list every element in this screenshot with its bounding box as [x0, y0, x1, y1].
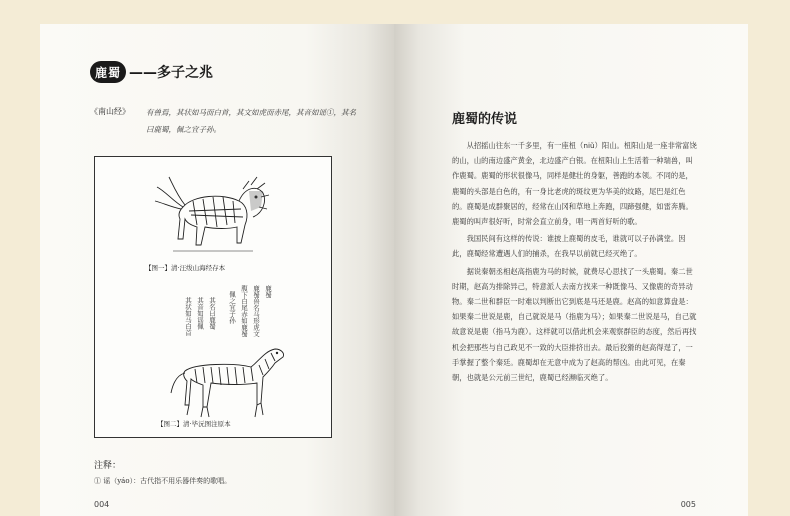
left-page	[40, 24, 394, 516]
vertical-inscription-4: 佩之宜子孙	[228, 291, 236, 324]
open-book	[40, 24, 748, 516]
beast-illustration-2	[165, 343, 293, 427]
source-label: 《南山经》	[90, 107, 130, 116]
body-text	[452, 138, 698, 385]
chapter-heading	[90, 61, 213, 83]
figure-2-caption: 【图二】清·毕沅图注原本	[157, 420, 231, 428]
vertical-inscription-5: 其名曰鹿蜀	[208, 297, 216, 330]
beast-illustration-1	[153, 167, 271, 259]
vertical-inscription-7: 其状如马白首	[184, 297, 192, 336]
page-number-left: 004	[94, 500, 110, 509]
chapter-title: ——多子之兆	[129, 65, 213, 81]
paragraph-1: 从招摇山往东一千多里，有一座杻（niǔ）阳山。杻阳山是一座非常富饶的山，山的南边盛产黄金，北边盛产白银。在杻阳山上生活着一种瑞兽，叫作鹿蜀。鹿蜀的形状很像马，同样是健壮的身躯，善跑的本领。不同的是，鹿蜀的头部是白色的，有一身比老虎的斑纹更为华美的纹路，尾巴是红色的。鹿蜀是成群聚居的，经常在山冈和草地上奔跑，四蹄强健，如雷奔腾。鹿蜀的叫声很好听，时常会直立前身，唱一两首好听的歌。	[452, 141, 697, 227]
chapter-badge: 鹿蜀	[90, 61, 126, 83]
illustration-box	[94, 156, 332, 438]
vertical-inscription-2: 鹿蜀兽名马形虎文	[252, 285, 260, 337]
page-number-right: 005	[680, 500, 696, 509]
source-quote: 有兽焉，其状如马而白首，其文如虎而赤尾，其音如谣①，其名曰鹿蜀，佩之宜子孙。	[146, 108, 356, 134]
notes-title: 注释：	[94, 461, 122, 471]
vertical-inscription-6: 其音如谣佩	[196, 297, 204, 330]
paragraph-3: 据说秦朝丞相赵高指鹿为马的时候，就费尽心思找了一头鹿蜀。秦二世时期，赵高为排除异己，特意派人去南方找来一种既像马、又像鹿的奇异动物。秦二世和群臣一时难以判断出它到底是马还是鹿。赵高的如意算盘是：如果秦二世说是鹿，自己就说是马（指鹿为马）；如果秦二世说是马，自己就故意说是鹿（指马为鹿）。这样就可以借此机会来观察群臣的态度，然后再找机会把那些与自己政见不一致的大臣排挤出去。最后狡猾的赵高得逞了，一手掌握了整个秦廷。鹿蜀却在无意中成为了赵高的帮凶。由此可见，在秦朝，也就是公元前三世纪，鹿蜀已经濒临灭绝了。	[452, 266, 697, 383]
figure-1-caption: 【图一】清·汪绂山海经存本	[145, 264, 226, 272]
section-title: 鹿蜀的传说	[452, 112, 518, 127]
paragraph-2: 我国民间有这样的传说：谁披上鹿蜀的皮毛，谁就可以子孙满堂。因此，鹿蜀经常遭遇人们的捕杀，在我早以前就已经灭绝了。	[452, 234, 686, 259]
footnote-1: ① 谣（yáo）：古代指不用乐器伴奏的歌唱。	[94, 477, 232, 485]
vertical-inscription-1: 鹿蜀	[264, 285, 272, 298]
right-page	[394, 24, 748, 516]
vertical-inscription-3: 腹下白尾赤如鹿蜀	[240, 285, 248, 337]
